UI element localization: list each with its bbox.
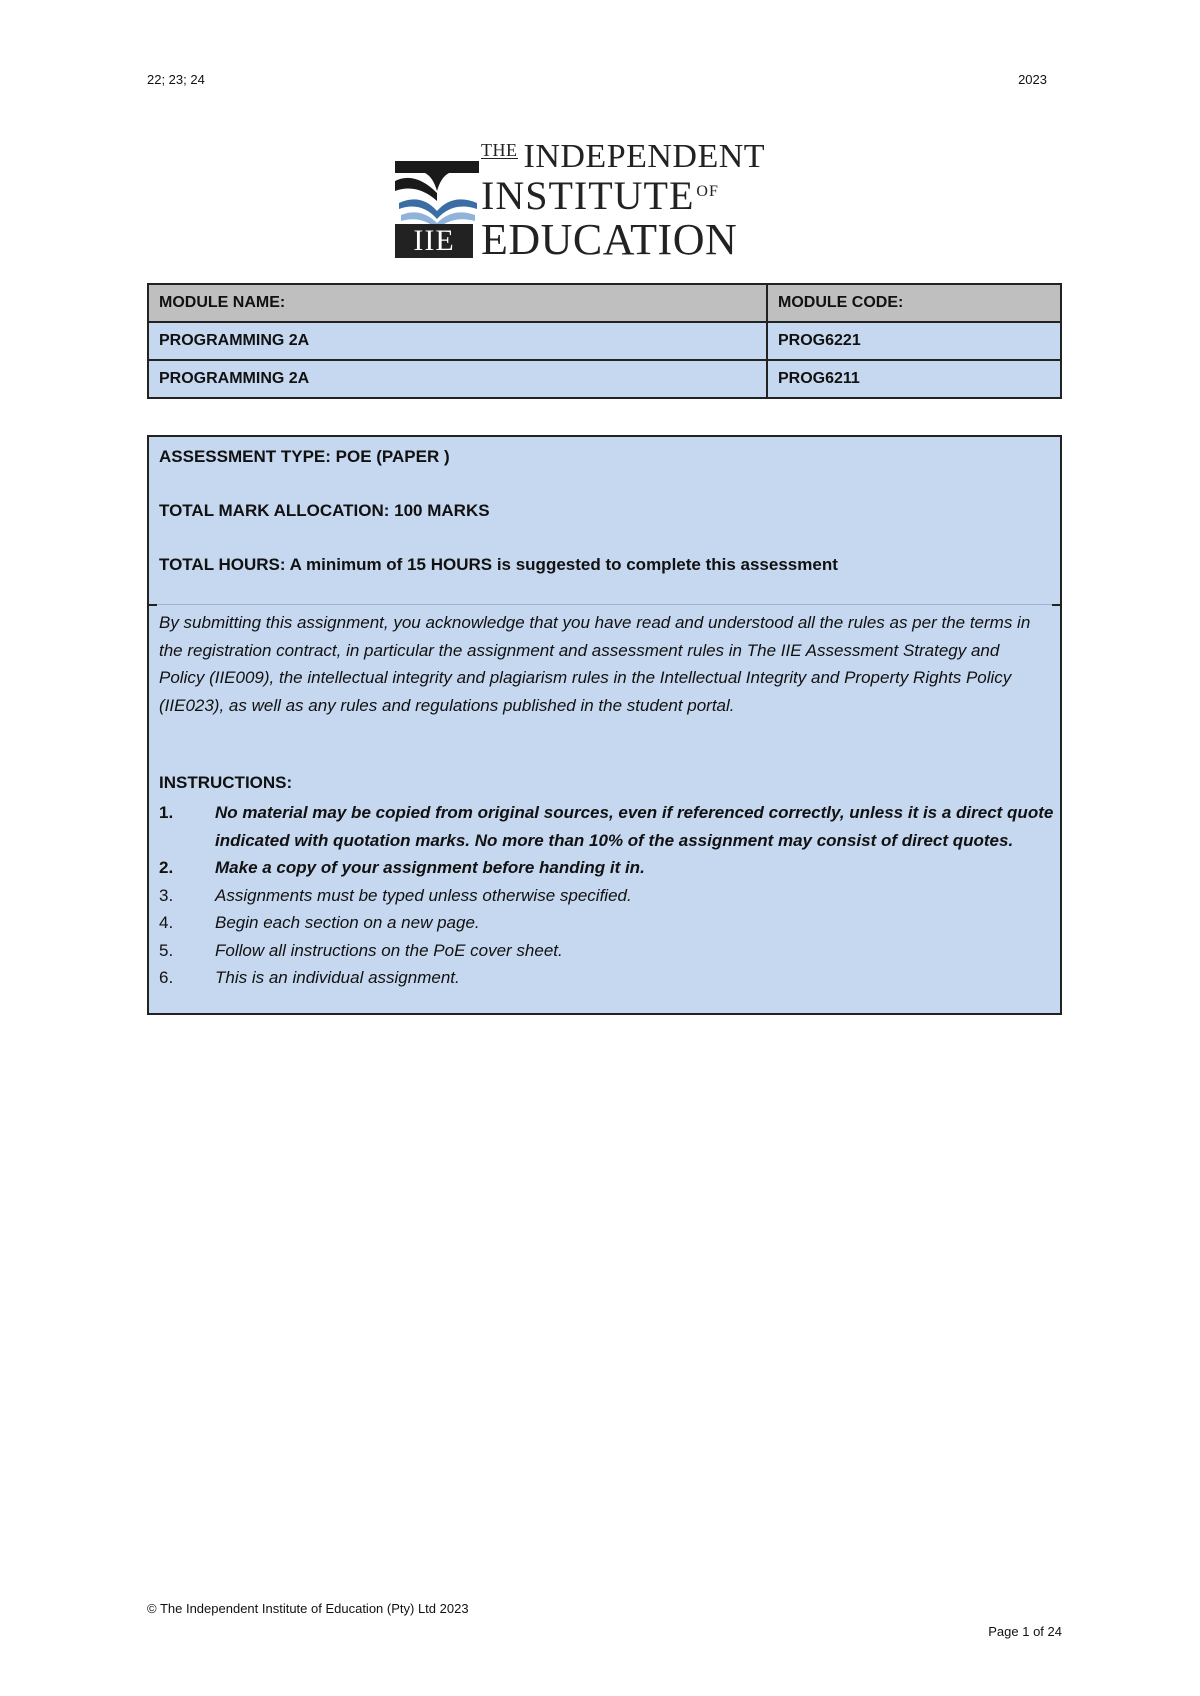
list-item-number: 3.	[159, 885, 174, 905]
header-year: 2023	[1018, 72, 1047, 87]
logo-the: THE	[481, 140, 518, 160]
module-code-cell: PROG6221	[767, 322, 1061, 360]
list-item	[159, 799, 1054, 854]
declaration-paragraph: By submitting this assignment, you acknowledge that you have read and understood all the rules as per the terms in the registration contract, in particular the assignment and assessment rules in The IIE Assessment Strategy and Policy (IIE009), the intellectual integrity and plagiarism rules in the Intellectual Integrity and Property Rights Policy (IIE023), as well as any rules and regulations published in the student portal.	[159, 613, 1031, 715]
iie-logo	[395, 140, 815, 262]
list-item-text: No material may be copied from original sources, even if referenced correctly, unless it is a direct quote indicated with quotation marks. No more than 10% of the assignment may consist of direct quotes.	[215, 803, 1054, 850]
list-item-number: 1.	[159, 803, 174, 822]
list-item	[159, 937, 1054, 965]
module-code-header: MODULE CODE:	[767, 284, 1061, 322]
list-item-number: 5.	[159, 940, 174, 960]
logo-iie-mark: IIE	[395, 224, 473, 258]
module-name-cell: PROGRAMMING 2A	[148, 360, 767, 398]
footer-copyright: © The Independent Institute of Education (Pty) Ltd 2023	[147, 1601, 469, 1616]
list-item	[159, 882, 1054, 910]
list-item-text: This is an individual assignment.	[215, 968, 460, 987]
total-mark-allocation: TOTAL MARK ALLOCATION: 100 MARKS	[159, 501, 490, 520]
logo-institute: INSTITUTE	[481, 173, 695, 218]
logo-wordmark	[481, 140, 811, 262]
section-divider	[147, 604, 1062, 605]
logo-of: OF	[696, 183, 719, 200]
logo-education: EDUCATION	[481, 215, 738, 264]
module-table	[147, 283, 1062, 399]
module-code-cell: PROG6211	[767, 360, 1061, 398]
header-left-text: 22; 23; 24	[147, 72, 205, 87]
list-item	[159, 854, 1054, 882]
list-item	[159, 909, 1054, 937]
table-row	[148, 322, 1061, 360]
table-row	[148, 360, 1061, 398]
total-hours: TOTAL HOURS: A minimum of 15 HOURS is suggested to complete this assessment	[159, 555, 838, 574]
logo-independent: INDEPENDENT	[523, 138, 766, 175]
assessment-box	[147, 435, 1062, 1015]
list-item	[159, 964, 1054, 992]
instructions-list	[159, 799, 1054, 992]
module-name-header: MODULE NAME:	[148, 284, 767, 322]
list-item-number: 4.	[159, 913, 174, 932]
assessment-type: ASSESSMENT TYPE: POE (PAPER )	[159, 447, 450, 466]
module-name-cell: PROGRAMMING 2A	[148, 322, 767, 360]
module-table-header-row	[148, 284, 1061, 322]
list-item-number: 2.	[159, 858, 174, 877]
list-item-text: Make a copy of your assignment before handing it in.	[215, 858, 645, 877]
page-number: Page 1 of 24	[988, 1624, 1062, 1639]
list-item-text: Follow all instructions on the PoE cover sheet.	[215, 940, 563, 960]
list-item-text: Assignments must be typed unless otherwise specified.	[215, 885, 632, 905]
list-item-number: 6.	[159, 968, 174, 987]
instructions-title: INSTRUCTIONS:	[159, 773, 293, 792]
list-item-text: Begin each section on a new page.	[215, 913, 480, 932]
